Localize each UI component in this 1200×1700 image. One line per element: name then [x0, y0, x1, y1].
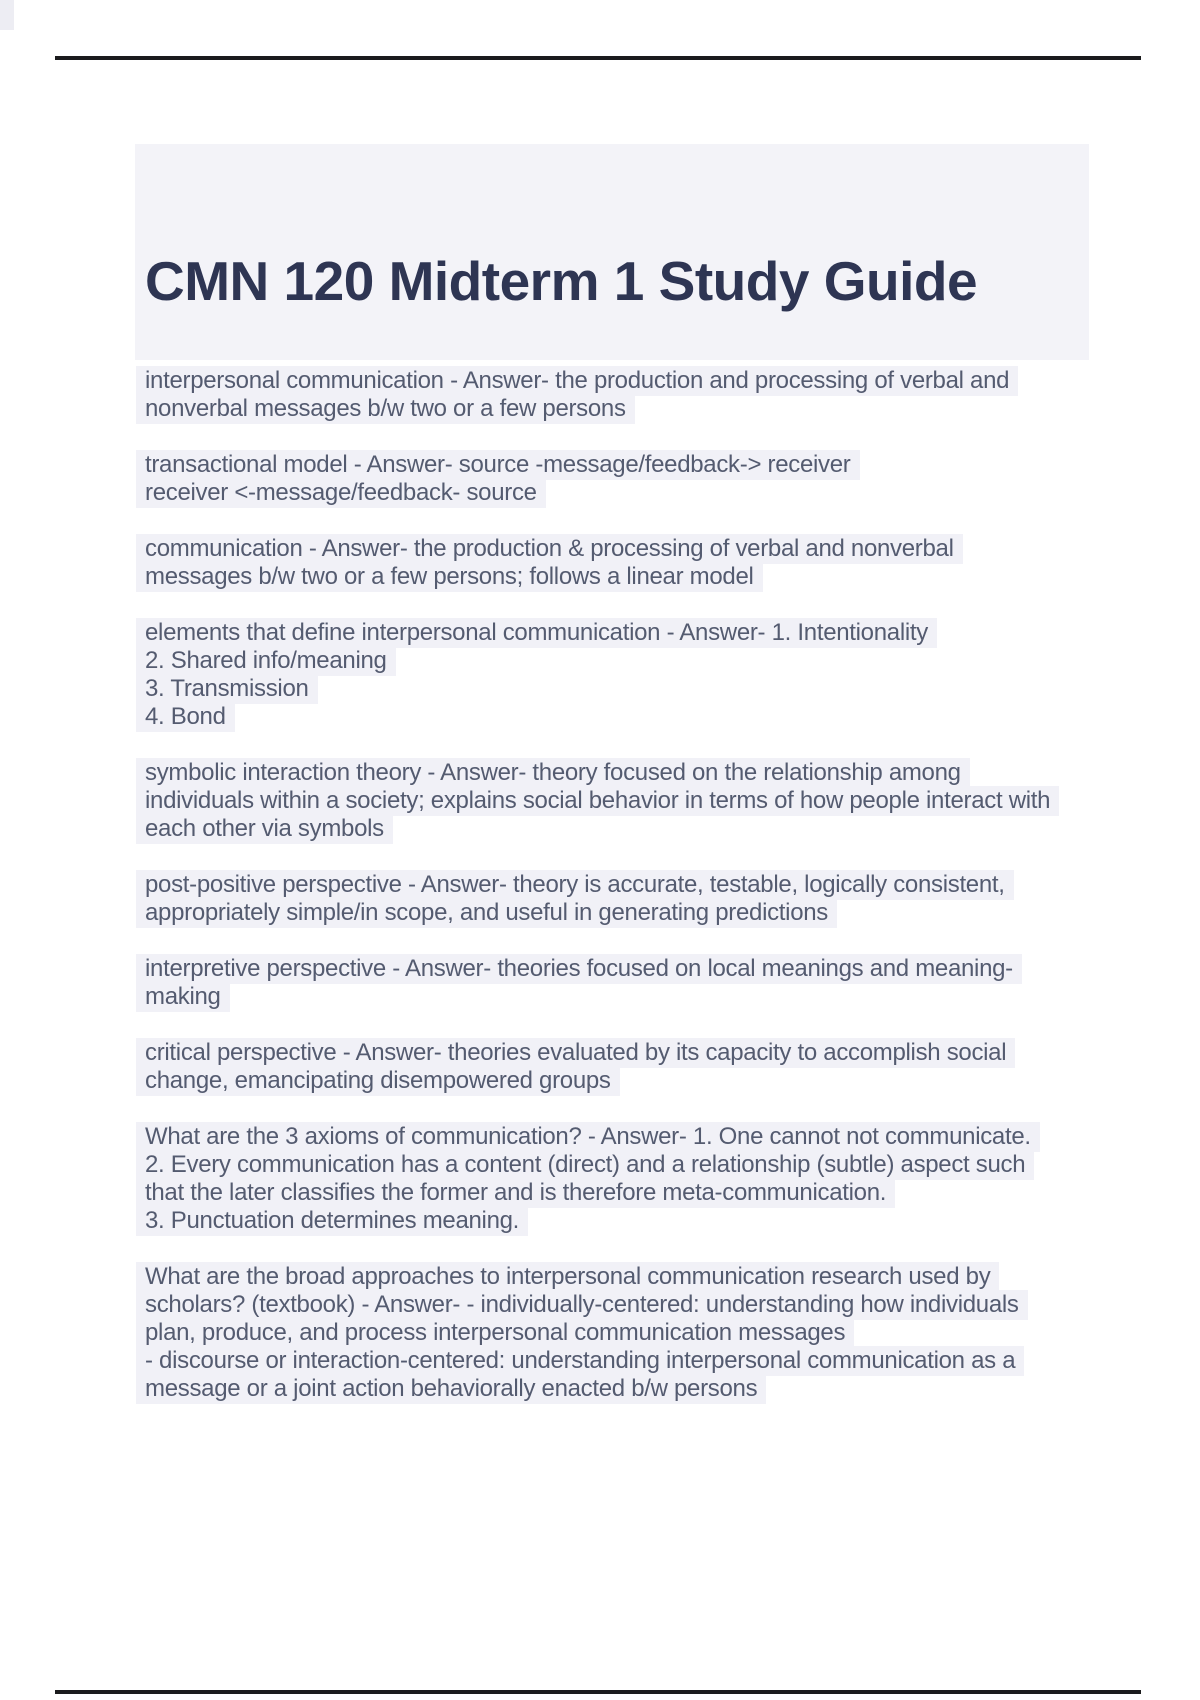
highlighted-text: appropriately simple/in scope, and useful in generating predictions [136, 898, 837, 928]
paragraph-line [145, 815, 1105, 843]
highlighted-text: 2. Every communication has a content (direct) and a relationship (subtle) aspect such [136, 1150, 1034, 1180]
highlighted-text: communication - Answer- the production & processing of verbal and nonverbal [136, 534, 963, 564]
highlighted-text: 4. Bond [136, 702, 235, 732]
paragraph-line [145, 1123, 1105, 1151]
paragraph-line [145, 759, 1105, 787]
paragraph-line [145, 1067, 1105, 1095]
paragraph-line [145, 1151, 1105, 1179]
paragraph [145, 759, 1105, 843]
paragraph [145, 535, 1105, 591]
paragraph-line [145, 535, 1105, 563]
paragraph [145, 871, 1105, 927]
highlighted-text: change, emancipating disempowered groups [136, 1066, 620, 1096]
paragraph-line [145, 983, 1105, 1011]
paragraph-line [145, 1319, 1105, 1347]
paragraph [145, 367, 1105, 423]
paragraph-line [145, 1179, 1105, 1207]
highlighted-text: messages b/w two or a few persons; follows a linear model [136, 562, 763, 592]
paragraph-line [145, 787, 1105, 815]
page-title: CMN 120 Midterm 1 Study Guide [145, 250, 978, 312]
highlighted-text: post-positive perspective - Answer- theory is accurate, testable, logically consistent, [136, 870, 1014, 900]
highlighted-text: 2. Shared info/meaning [136, 646, 396, 676]
highlighted-text: elements that define interpersonal communication - Answer- 1. Intentionality [136, 618, 937, 648]
highlighted-text: message or a joint action behaviorally enacted b/w persons [136, 1374, 766, 1404]
paragraph [145, 619, 1105, 731]
highlighted-text: critical perspective - Answer- theories evaluated by its capacity to accomplish social [136, 1038, 1015, 1068]
paragraph-line [145, 955, 1105, 983]
paragraph-line [145, 451, 1105, 479]
paragraph-line [145, 367, 1105, 395]
highlighted-text: What are the broad approaches to interpersonal communication research used by [136, 1262, 999, 1292]
highlighted-text: each other via symbols [136, 814, 393, 844]
top-rule [55, 56, 1141, 60]
title-block [135, 144, 1089, 360]
paragraph-line [145, 479, 1105, 507]
paragraph [145, 1123, 1105, 1235]
paragraph-line [145, 647, 1105, 675]
bottom-rule [55, 1690, 1141, 1694]
highlighted-text: scholars? (textbook) - Answer- - individually-centered: understanding how individuals [136, 1290, 1028, 1320]
highlighted-text: interpersonal communication - Answer- the production and processing of verbal and [136, 366, 1018, 396]
highlighted-text: 3. Transmission [136, 674, 318, 704]
highlighted-text: that the later classifies the former and is therefore meta-communication. [136, 1178, 895, 1208]
highlighted-text: making [136, 982, 230, 1012]
paragraph-line [145, 675, 1105, 703]
highlighted-text: - discourse or interaction-centered: understanding interpersonal communication as a [136, 1346, 1024, 1376]
paragraph-line [145, 1375, 1105, 1403]
highlighted-text: symbolic interaction theory - Answer- theory focused on the relationship among [136, 758, 970, 788]
paragraph [145, 1039, 1105, 1095]
paragraph-line [145, 619, 1105, 647]
paragraph-line [145, 563, 1105, 591]
paragraph-line [145, 1039, 1105, 1067]
highlighted-text: plan, produce, and process interpersonal communication messages [136, 1318, 854, 1348]
highlighted-text: individuals within a society; explains social behavior in terms of how people interact with [136, 786, 1059, 816]
highlighted-text: transactional model - Answer- source -message/feedback-> receiver [136, 450, 860, 480]
paragraph [145, 1263, 1105, 1403]
paragraph-line [145, 899, 1105, 927]
paragraph-line [145, 1291, 1105, 1319]
highlighted-text: receiver <-message/feedback- source [136, 478, 546, 508]
scan-corner-artifact [0, 0, 14, 30]
paragraph-line [145, 1263, 1105, 1291]
paragraph-line [145, 703, 1105, 731]
paragraph-line [145, 871, 1105, 899]
paragraph [145, 451, 1105, 507]
paragraph [145, 955, 1105, 1011]
paragraph-line [145, 1207, 1105, 1235]
highlighted-text: interpretive perspective - Answer- theories focused on local meanings and meaning- [136, 954, 1022, 984]
highlighted-text: nonverbal messages b/w two or a few persons [136, 394, 635, 424]
highlighted-text: What are the 3 axioms of communication? - Answer- 1. One cannot not communicate. [136, 1122, 1040, 1152]
paragraph-line [145, 395, 1105, 423]
document-body [145, 367, 1105, 1431]
paragraph-line [145, 1347, 1105, 1375]
highlighted-text: 3. Punctuation determines meaning. [136, 1206, 528, 1236]
